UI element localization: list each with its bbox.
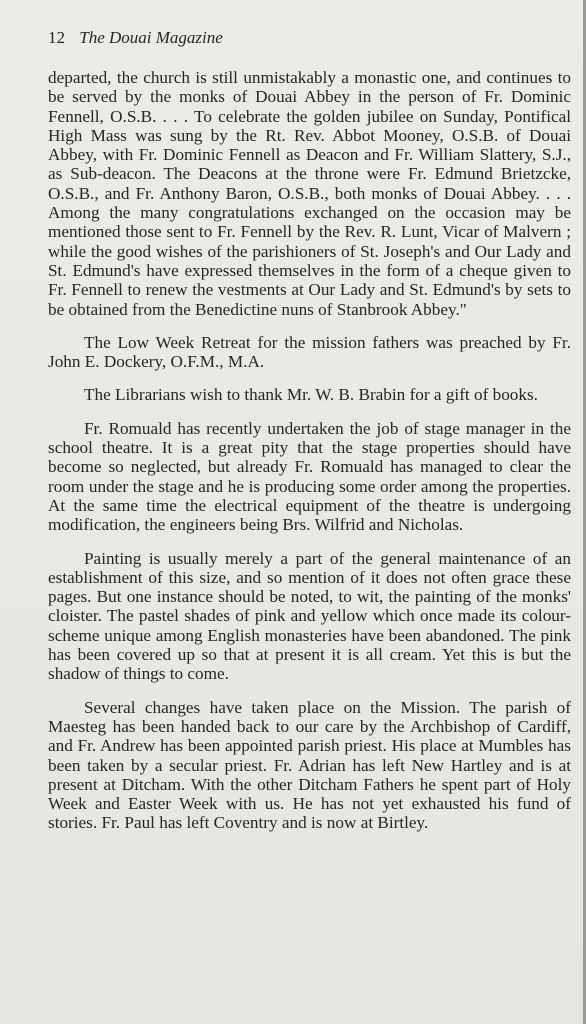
paragraph-librarians: The Librarians wish to thank Mr. W. B. Brabin for a gift of books. xyxy=(84,385,538,405)
paragraph-retreat: The Low Week Retreat for the mission fathers was preached by Fr. John E. Dockery, O.F.M., M.A. xyxy=(48,332,571,372)
paragraph-theatre: Fr. Romuald has recently undertaken the job of stage manager in the school theatre. It is a great pity that the stage properties should have become so neglected, but already Fr. Romuald has managed to clear the room under the stage and he is producing some order among the properties. At the same time the electrical equipment of the theatre is undergoing modification, the engineers being Brs. Wilfrid and Nicholas. xyxy=(48,418,571,535)
page-number: 12 xyxy=(48,28,65,47)
magazine-title: The Douai Magazine xyxy=(79,28,223,47)
running-header xyxy=(48,27,568,49)
article-body xyxy=(48,68,571,847)
paragraph-painting: Painting is usually merely a part of the general maintenance of an establishment of this size, and so mention of it does not often grace these pages. But one instance should be noted, to wit, the painting of the monks' cloister. The pastel shades of pink and yellow which once made its colour-scheme unique among English monasteries have been abandoned. The pink has been covered up so that at present it is all cream. Yet this is but the shadow of things to come. xyxy=(48,548,571,684)
paragraph-mission: Several changes have taken place on the Mission. The parish of Maesteg has been handed back to our care by the Archbishop of Cardiff, and Fr. Andrew has been appointed parish priest. His place at Mumbles has been taken by a secular priest. Fr. Adrian has left New Hartley and is at present at Ditcham. With the other Ditcham Fathers he spent part of Holy Week and Easter Week with us. He has not yet exhausted his fund of stories. Fr. Paul has left Coventry and is now at Birtley. xyxy=(48,697,571,833)
paragraph-continued: departed, the church is still unmistakably a monastic one, and continues to be served by the monks of Douai Abbey in the person of Fr. Dominic Fennell, O.S.B. . . . To celebrate the golden jubilee on Sunday, Pontifical High Mass was sung by the Rt. Rev. Abbot Mooney, O.S.B. of Douai Abbey, with Fr. Dominic Fennell as Deacon and Fr. William Slattery, S.J., as Sub-deacon. The Deacons at the throne were Fr. Edmund Brietzcke, O.S.B., and Fr. Anthony Baron, O.S.B., both monks of Douai Abbey. . . . Among the many congratulations exchanged on the occasion may be mentioned those sent to Fr. Fennell by the Rev. R. Lunt, Vicar of Malvern ; while the good wishes of the parishioners of St. Joseph's and Our Lady and St. Edmund's have expressed themselves in the form of a cheque given to Fr. Fennell to renew the vestments at Our Lady and St. Edmund's by sets to be obtained from the Benedictine nuns of Stanbrook Abbey." xyxy=(48,68,571,319)
